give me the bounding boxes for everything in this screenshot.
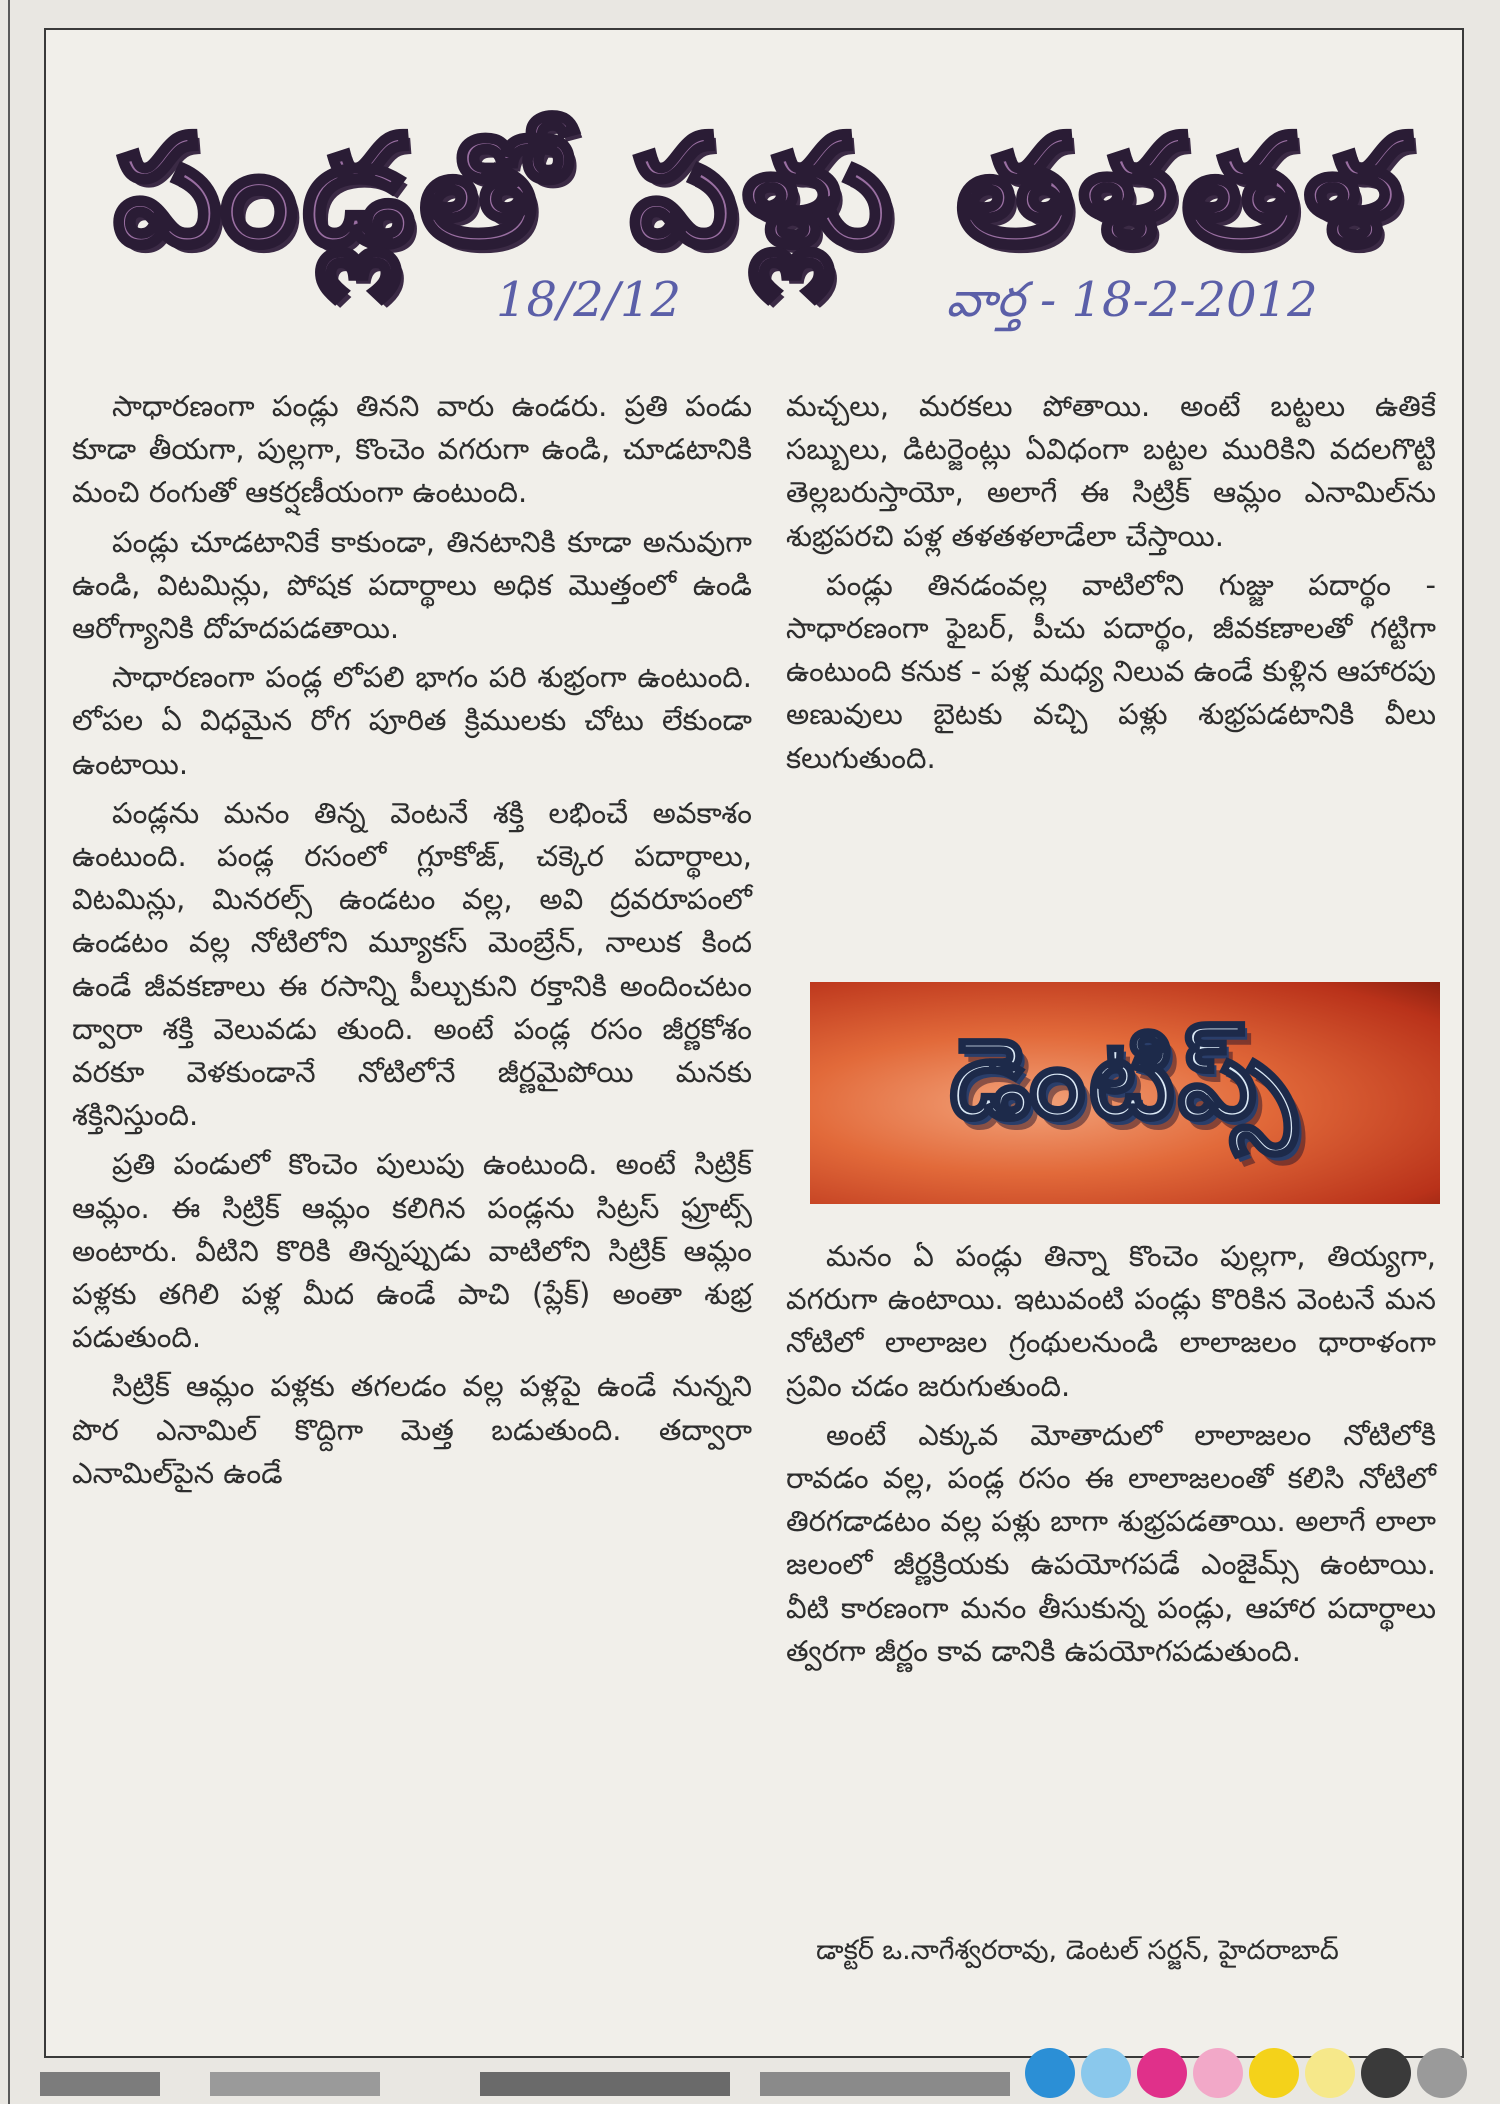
- paragraph: మనం ఏ పండ్లు తిన్నా కొంచెం పుల్లగా, తియ్యగా, వగరుగా ఉంటాయి. ఇటువంటి పండ్లు కొరికిన వెంటనే మన నోటిలో లాలాజల గ్రంథులనుండి లాలాజలం ధారాళంగా స్రవిం చడం జరుగుతుంది.: [786, 1239, 1436, 1403]
- gray-band: [40, 2072, 160, 2096]
- handwritten-date: 18/2/12: [496, 272, 682, 328]
- handwritten-source-date: వార్త - 18-2-2012: [946, 272, 1318, 328]
- registration-dot: [1361, 2048, 1411, 2098]
- dentips-banner: [810, 982, 1440, 1204]
- paragraph: సిట్రిక్ ఆమ్లం పళ్లకు తగలడం వల్ల పళ్లపై ఉండే నున్నని పొర ఎనామిల్ కొద్దిగా మెత్త బడుతుంది. తద్వారా ఎనామిల్‌పైన ఉండే: [72, 1369, 752, 1490]
- dentips-title: డెంటిప్స్: [949, 1015, 1301, 1143]
- registration-dot: [1081, 2048, 1131, 2098]
- registration-dot: [1305, 2048, 1355, 2098]
- article-right-column-bottom: [786, 1235, 1436, 1673]
- gray-band: [210, 2072, 380, 2096]
- paragraph: సాధారణంగా పండ్ల లోపలి భాగం పరి శుభ్రంగా ఉంటుంది. లోపల ఏ విధమైన రోగ పూరిత క్రిములకు చోటు లేకుండా ఉంటాయి.: [72, 660, 752, 781]
- newspaper-clipping: [44, 28, 1464, 2058]
- paragraph: మచ్చలు, మరకలు పోతాయి. అంటే బట్టలు ఉతికే సబ్బులు, డిటర్జెంట్లు ఏవిధంగా బట్టల మురికిని వదలగొట్టి తెల్లబరుస్తాయో, అలాగే ఈ సిట్రిక్ ఆమ్లం ఎనామిల్‌ను శుభ్రపరచి పళ్ల తళతళలాడేలా చేస్తాయి.: [786, 389, 1437, 553]
- handwritten-annotation: [46, 272, 1462, 352]
- paragraph: అంటే ఎక్కువ మోతాదులో లాలాజలం నోటిలోకి రావడం వల్ల, పండ్ల రసం ఈ లాలాజలంతో కలిసి నోటిలో తిరగడాడటం వల్ల పళ్లు బాగా శుభ్రపడతాయి. అలాగే లాలా జలంలో జీర్ణక్రియకు ఉపయోగపడే ఎంజైమ్స్ ఉంటాయి. వీటి కారణంగా మనం తీసుకున్న పండ్లు, ఆహార పదార్థాలు త్వరగా జీర్ణం కావ డానికి ఉపయోగపడుతుంది.: [786, 1417, 1436, 1668]
- article-left-column: [72, 385, 752, 1495]
- paragraph: పండ్లు తినడంవల్ల వాటిలోని గుజ్జు పదార్థం - సాధారణంగా ఫైబర్, పీచు పదార్థం, జీవకణాలతో గట్టిగా ఉంటుంది కనుక - పళ్ల మధ్య నిలువ ఉండే కుళ్లిన ఆహారపు అణువులు బైటకు వచ్చి పళ్లు శుభ్రపడటానికి వీలు కలుగుతుంది.: [786, 567, 1436, 775]
- registration-dot: [1137, 2048, 1187, 2098]
- gray-band: [760, 2072, 1010, 2096]
- paragraph: ప్రతి పండులో కొంచెం పులుపు ఉంటుంది. అంటే సిట్రిక్ ఆమ్లం. ఈ సిట్రిక్ ఆమ్లం కలిగిన పండ్లను సిట్రస్ ఫ్రూట్స్ అంటారు. వీటిని కొరికి తిన్నప్పుడు వాటిలోని సిట్రిక్ ఆమ్లం పళ్లకు తగిలి పళ్ల మీద ఉండే పాచి (ప్లేక్) అంతా శుభ్ర పడుతుంది.: [72, 1147, 752, 1355]
- page-edge-rule: [8, 0, 10, 2104]
- registration-dot: [1249, 2048, 1299, 2098]
- article-right-column-top: [786, 385, 1436, 780]
- paragraph: సాధారణంగా పండ్లు తినని వారు ఉండరు. ప్రతి పండు కూడా తీయగా, పుల్లగా, కొంచెం వగరుగా ఉండి, చూడటానికి మంచి రంగుతో ఆకర్షణీయంగా ఉంటుంది.: [72, 389, 752, 510]
- author-byline: డాక్టర్ ఒ.నాగేశ్వరరావు, డెంటల్ సర్జన్, హైదరాబాద్: [816, 1935, 1339, 1966]
- gray-band: [480, 2072, 730, 2096]
- headline: పండ్లతో పళ్లు తళతళ: [114, 104, 1408, 279]
- paragraph: పండ్లు చూడటానికే కాకుండా, తినటానికి కూడా అనువుగా ఉండి, విటమిన్లు, పోషక పదార్థాలు అధిక మొత్తంలో ఉండి ఆరోగ్యానికి దోహదపడతాయి.: [72, 524, 752, 646]
- registration-dot: [1417, 2048, 1467, 2098]
- paragraph: పండ్లను మనం తిన్న వెంటనే శక్తి లభించే అవకాశం ఉంటుంది. పండ్ల రసంలో గ్లూకోజ్, చక్కెర పదార్థాలు, విటమిన్లు, మినరల్స్ ఉండటం వల్ల, అవి ద్రవరూపంలో ఉండటం వల్ల నోటిలోని మ్యూకస్ మెంబ్రేన్, నాలుక కింద ఉండే జీవకణాలు ఈ రసాన్ని పీల్చుకుని రక్తానికి అందించటం ద్వారా శక్తి వెలువడు తుంది. అంటే పండ్ల రసం జీర్ణకోశం వరకూ వెళకుండానే నోటిలోనే జీర్ణమైపోయి మనకు శక్తినిస్తుంది.: [72, 795, 752, 1133]
- registration-dot: [1193, 2048, 1243, 2098]
- registration-dot: [1025, 2048, 1075, 2098]
